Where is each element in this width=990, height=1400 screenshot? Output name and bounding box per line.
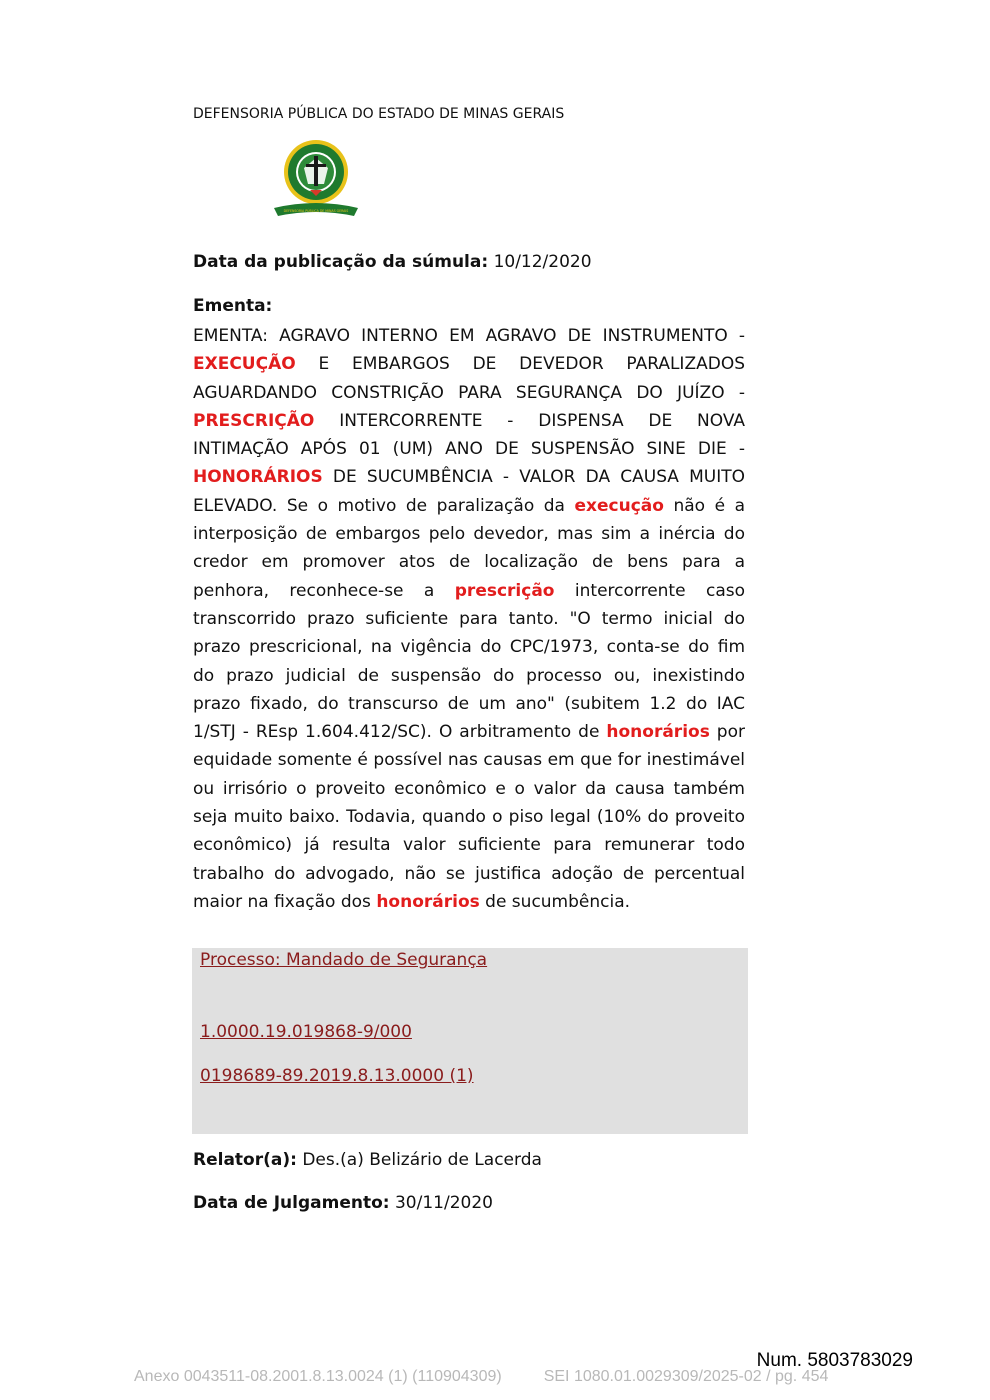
ementa-text-segment: não é a interposição de embargos pelo devedor, mas sim a inércia do credor em promover atos de localização de bens para a penhora, reconhece-se a: [193, 495, 745, 601]
relator-line: [193, 1150, 542, 1170]
process-number-link[interactable]: 1.0000.19.019868-9/000: [200, 1022, 412, 1042]
process-box: [192, 948, 748, 1134]
judgment-date-label: Data de Julgamento:: [193, 1193, 390, 1213]
highlighted-keyword: PRESCRIÇÃO: [193, 410, 315, 431]
judgment-date-line: [193, 1193, 493, 1213]
organization-header: DEFENSORIA PÚBLICA DO ESTADO DE MINAS GERAIS: [193, 106, 565, 122]
ementa-body: [193, 322, 745, 916]
relator-label: Relator(a):: [193, 1150, 297, 1170]
publication-date-label: Data da publicação da súmula:: [193, 252, 489, 272]
highlighted-keyword: prescrição: [454, 580, 555, 601]
ementa-text-segment: EMENTA: AGRAVO INTERNO EM AGRAVO DE INSTRUMENTO -: [193, 326, 745, 346]
highlighted-keyword: honorários: [376, 891, 480, 912]
seal-ribbon-text: DEFENSORIA PÚBLICA DE MINAS GERAIS: [283, 209, 349, 213]
ementa-text-segment: INTERCORRENTE - DISPENSA DE NOVA INTIMAÇÃO APÓS 01 (UM) ANO DE SUSPENSÃO SINE DIE -: [193, 410, 745, 460]
ementa-text-segment: E EMBARGOS DE DEVEDOR PARALIZADOS AGUARDANDO CONSTRIÇÃO PARA SEGURANÇA DO JUÍZO -: [193, 354, 745, 403]
judgment-date-value: 30/11/2020: [394, 1193, 493, 1213]
publication-date-value: 10/12/2020: [493, 252, 592, 272]
document-number-stamp: Num. 5803783029: [756, 1350, 913, 1371]
ementa-text-segment: de sucumbência.: [479, 891, 631, 912]
highlighted-keyword: HONORÁRIOS: [193, 467, 323, 488]
publication-date: [193, 252, 592, 272]
process-type-link[interactable]: Processo: Mandado de Segurança: [200, 950, 488, 970]
process-cnj-link[interactable]: 0198689-89.2019.8.13.0000 (1): [200, 1066, 474, 1086]
ementa-text-segment: intercorrente caso transcorrido prazo suficiente para tanto. "O termo inicial do prazo prescricional, na vigência do CPC/1973, conta-se do fim do prazo judicial de suspensão do processo ou, inexistindo prazo fixado, do transcurso de um ano" (subitem 1.2 do IAC 1/STJ - REsp 1.604.412/SC). O arbitramento de: [193, 580, 745, 743]
ementa-text-segment: por equidade somente é possível nas causas em que for inestimável ou irrisório o proveito econômico e o valor da causa também seja muito baixo. Todavia, quando o piso legal (10% do proveito econômico) já resulta valor suficiente para remunerar todo trabalho do advogado, não se justifica adoção de percentual maior na fixação dos: [193, 722, 745, 912]
ementa-heading: Ementa:: [193, 296, 273, 316]
highlighted-keyword: EXECUÇÃO: [193, 354, 296, 375]
defensoria-seal-logo: [270, 138, 362, 220]
footer-sei: SEI 1080.01.0029309/2025-02 / pg. 454: [543, 1368, 829, 1385]
footer-annex: Anexo 0043511-08.2001.8.13.0024 (1) (110904309): [134, 1368, 502, 1385]
relator-value: Des.(a) Belizário de Lacerda: [302, 1150, 542, 1170]
highlighted-keyword: honorários: [606, 722, 710, 743]
footer-reference: [134, 1368, 828, 1386]
ementa-text-segment: DE SUCUMBÊNCIA - VALOR DA CAUSA MUITO ELEVADO. Se o motivo de paralização da: [193, 467, 745, 516]
highlighted-keyword: execução: [574, 495, 664, 516]
